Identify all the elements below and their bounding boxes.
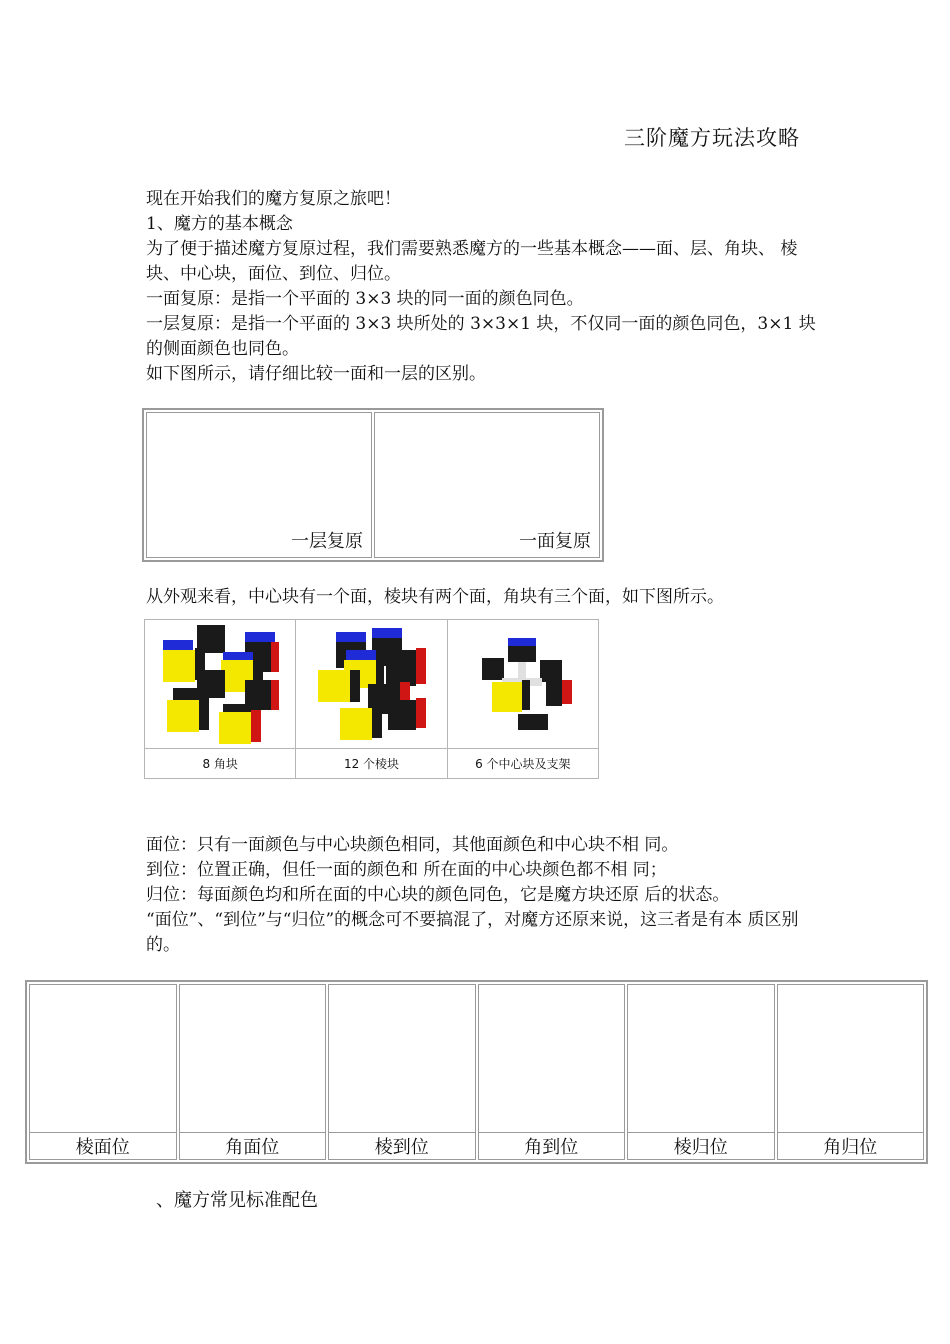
table-cell <box>478 984 626 1160</box>
center-pieces-column <box>448 620 598 778</box>
cube-pieces-figure <box>144 619 599 779</box>
cubie <box>388 698 426 730</box>
edge-pieces-label: 12 个棱块 <box>343 757 400 771</box>
cell-caption: 棱面位 <box>75 1137 130 1158</box>
section-heading-basic-concepts: 1、魔方的基本概念 <box>146 214 293 234</box>
layer-solved-caption: 一层复原 <box>291 531 363 552</box>
intro-line: 现在开始我们的魔方复原之旅吧！ <box>146 189 401 209</box>
layer-solved-cell <box>146 412 372 558</box>
face-solved-cell <box>374 412 600 558</box>
edge-pieces-column <box>296 620 447 778</box>
cell-caption: 棱到位 <box>374 1137 429 1158</box>
appearance-line: 从外观来看，中心块有一个面，棱块有两个面，角块有三个面，如下图所示。 <box>146 587 724 607</box>
definition-restored: 归位：每面颜色均和所在面的中心块的颜色同色，它是魔方块还原 后的状态。 <box>146 885 730 905</box>
cubie <box>540 660 562 682</box>
table-cell <box>627 984 775 1160</box>
compare-note: 如下图所示，请仔细比较一面和一层的区别。 <box>146 364 486 384</box>
intro-line: 为了便于描述魔方复原过程，我们需要熟悉魔方的一些基本概念——面、层、角块、 棱块、中心块，面位、到位、归位。 <box>146 239 798 284</box>
definition-one-layer: 一层复原：是指一个平面的 3×3 块所处的 3×3×1 块，不仅同一面的颜色同色，3×1 块 的侧面颜色也同色。 <box>146 314 816 359</box>
cubie <box>318 670 360 702</box>
center-pieces-image <box>448 620 598 749</box>
table-cell <box>179 984 327 1160</box>
table-cell <box>777 984 925 1160</box>
cubie <box>518 714 548 730</box>
page-title: 三阶魔方玩法攻略 <box>624 126 800 150</box>
concept-note: “面位”、“到位”与“归位”的概念可不要搞混了，对魔方还原来说，这三者是有本 质区别的。 <box>146 910 799 955</box>
section-heading-color-scheme: 、魔方常见标准配色 <box>156 1190 318 1211</box>
intro-section <box>146 187 816 387</box>
cubie <box>508 638 536 662</box>
cubie <box>546 680 572 706</box>
cell-caption: 棱归位 <box>673 1137 728 1158</box>
corner-pieces-column <box>145 620 296 778</box>
center-cubes-illustration <box>448 620 598 748</box>
cubie <box>386 648 426 686</box>
cubie <box>492 680 530 712</box>
cubie <box>340 706 382 740</box>
table-cell <box>29 984 177 1160</box>
cell-caption: 角面位 <box>225 1137 280 1158</box>
table-cell <box>328 984 476 1160</box>
layer-vs-face-table <box>142 408 604 562</box>
corner-cubes-illustration <box>145 620 295 748</box>
cell-caption: 角到位 <box>524 1137 579 1158</box>
definition-face-position: 面位：只有一面颜色与中心块颜色相同，其他面颜色和中心块不相 同。 <box>146 835 679 855</box>
edge-pieces-image <box>296 620 446 749</box>
appearance-paragraph <box>146 585 816 610</box>
cubie <box>219 704 261 744</box>
corner-pieces-label: 8 角块 <box>202 757 238 771</box>
position-types-table <box>25 980 928 1164</box>
definition-in-place: 到位：位置正确，但任一面的颜色和 所在面的中心块颜色都不相 同； <box>146 860 667 880</box>
edge-cubes-illustration <box>296 620 446 748</box>
definition-one-face: 一面复原：是指一个平面的 3×3 块的同一面的颜色同色。 <box>146 289 584 309</box>
center-pieces-label: 6 个中心块及支架 <box>475 757 571 771</box>
cell-caption: 角归位 <box>823 1137 878 1158</box>
cubie <box>197 670 225 698</box>
face-solved-caption: 一面复原 <box>519 531 591 552</box>
cubie <box>482 658 504 680</box>
position-definitions <box>146 833 816 958</box>
corner-pieces-image <box>145 620 295 749</box>
